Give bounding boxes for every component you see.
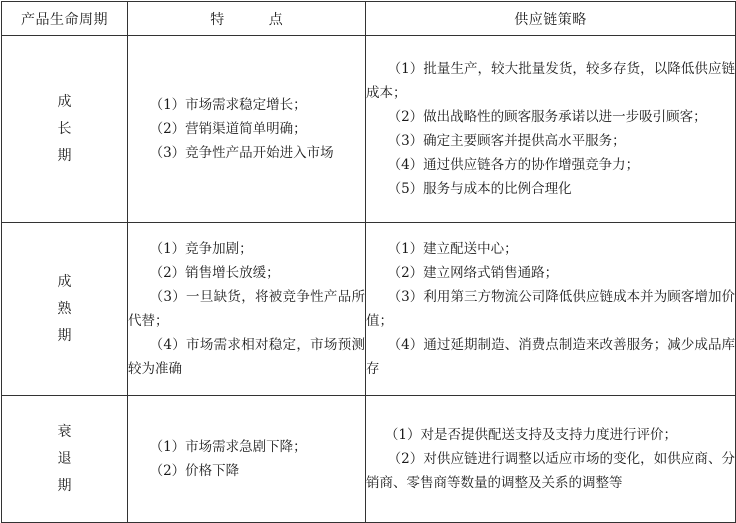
stage-char: 期: [57, 328, 72, 344]
stage-char: 期: [57, 148, 72, 164]
header-row: [2, 2, 736, 36]
feature-item: （2）营销渠道简单明确；: [149, 121, 307, 137]
stage-char: 熟: [57, 301, 72, 317]
feature-item: （2）价格下降: [149, 463, 240, 479]
strategies-cell-growth: [366, 36, 736, 223]
strategies-cell-mature: [366, 223, 736, 396]
table-body: [2, 36, 736, 523]
table-header: [2, 2, 736, 36]
strategy-item: （3）利用第三方物流公司降低供应链成本并为顾客增加价值；: [366, 289, 735, 329]
strategy-item: （4）通过供应链各方的协作增强竞争力；: [387, 157, 640, 173]
strategy-item: （3）确定主要顾客并提供高水平服务；: [387, 133, 626, 149]
strategy-item: （2）对供应链进行调整以适应市场的变化，如供应商、分销商、零售商等数量的调整及关系的调整等: [366, 451, 735, 491]
header-stage: 产品生命周期: [2, 2, 128, 36]
stage-cell-growth: [2, 36, 128, 223]
strategies-cell-decline: [366, 396, 736, 523]
stage-char: 长: [57, 121, 72, 137]
stage-char: 退: [57, 451, 72, 467]
stage-char: 衰: [57, 424, 72, 440]
header-features: 特 点: [128, 2, 366, 36]
stage-char: 期: [57, 478, 72, 494]
feature-item: （4）市场需求相对稳定，市场预测较为准确: [128, 337, 365, 377]
feature-item: （1）市场需求急剧下降；: [149, 439, 307, 455]
features-cell-mature: [128, 223, 366, 396]
feature-item: （3）一旦缺货，将被竞争性产品所代替；: [128, 289, 365, 329]
strategy-item: （2）做出战略性的顾客服务承诺以进一步吸引顾客；: [387, 109, 707, 125]
feature-item: （1）市场需求稳定增长；: [149, 97, 307, 113]
table-row-growth: [2, 36, 736, 223]
stage-char: 成: [57, 274, 72, 290]
feature-item: （3）竞争性产品开始进入市场: [149, 145, 334, 161]
table-row-mature: [2, 223, 736, 396]
strategy-item: （2）建立网络式销售通路；: [387, 265, 559, 281]
stage-cell-mature: [2, 223, 128, 396]
lifecycle-strategy-table: [1, 1, 736, 523]
strategy-item: （5）服务与成本的比例合理化: [387, 181, 572, 197]
features-cell-decline: [128, 396, 366, 523]
strategy-item: （1）建立配送中心；: [387, 241, 518, 257]
strategy-item: （1）批量生产，较大批量发货，较多存货，以降低供应链成本；: [366, 61, 735, 101]
stage-char: 成: [57, 94, 72, 110]
features-cell-growth: [128, 36, 366, 223]
table-row-decline: [2, 396, 736, 523]
feature-item: （1）竞争加剧；: [149, 241, 253, 257]
feature-item: （2）销售增长放缓；: [149, 265, 280, 281]
strategy-item: （4）通过延期制造、消费点制造来改善服务；减少成品库存: [366, 337, 735, 377]
stage-cell-decline: [2, 396, 128, 523]
strategy-item: （1）对是否提供配送支持及支持力度进行评价；: [384, 427, 677, 443]
header-strategy: 供应链策略: [366, 2, 736, 36]
